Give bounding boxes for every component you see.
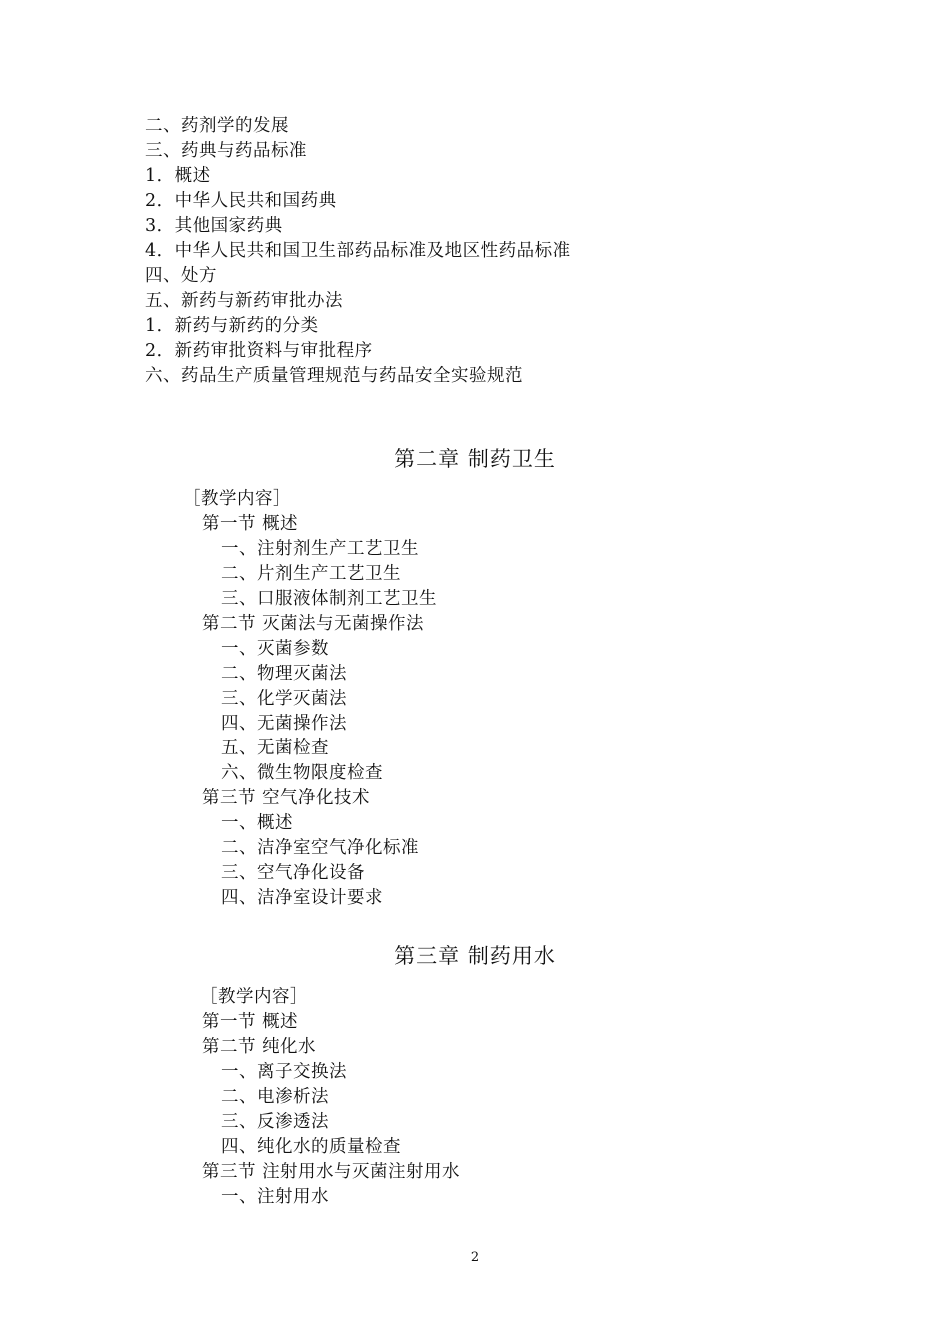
list-item: 一、注射用水	[221, 1187, 329, 1207]
list-item: 三、化学灭菌法	[221, 689, 347, 709]
section-heading: 第三节 注射用水与灭菌注射用水	[202, 1162, 461, 1182]
list-item: 四、洁净室设计要求	[221, 888, 383, 908]
list-item: 一、离子交换法	[221, 1062, 347, 1082]
page-number: 2	[470, 1250, 480, 1265]
list-item: 三、口服液体制剂工艺卫生	[221, 589, 437, 609]
list-item: 四、处方	[145, 266, 217, 286]
list-item: 五、新药与新药审批办法	[145, 291, 343, 311]
list-item: 二、片剂生产工艺卫生	[221, 564, 401, 584]
list-item: 三、药典与药品标准	[145, 141, 307, 161]
list-item: 二、药剂学的发展	[145, 116, 289, 136]
list-item: 六、微生物限度检查	[221, 763, 383, 783]
list-item: 一、灭菌参数	[221, 639, 329, 659]
list-item: 二、物理灭菌法	[221, 664, 347, 684]
content-header: ［教学内容］	[183, 489, 291, 509]
chapter-title: 第三章 制药用水	[394, 944, 556, 968]
section-heading: 第三节 空气净化技术	[202, 788, 371, 808]
section-heading: 第一节 概述	[202, 1012, 299, 1032]
list-item: 三、反渗透法	[221, 1112, 329, 1132]
section-heading: 第二节 纯化水	[202, 1037, 317, 1057]
section-heading: 第一节 概述	[202, 514, 299, 534]
list-item: 二、电渗析法	[221, 1087, 329, 1107]
list-item: 二、洁净室空气净化标准	[221, 838, 419, 858]
list-item: 2．新药审批资料与审批程序	[145, 341, 373, 361]
list-item: 六、药品生产质量管理规范与药品安全实验规范	[145, 366, 523, 386]
list-item: 四、纯化水的质量检查	[221, 1137, 401, 1157]
content-header: ［教学内容］	[200, 987, 308, 1007]
list-item: 2．中华人民共和国药典	[145, 191, 337, 211]
list-item: 一、概述	[221, 813, 293, 833]
section-heading: 第二节 灭菌法与无菌操作法	[202, 614, 425, 634]
list-item: 3．其他国家药典	[145, 216, 283, 236]
list-item: 五、无菌检查	[221, 738, 329, 758]
list-item: 三、空气净化设备	[221, 863, 365, 883]
list-item: 四、无菌操作法	[221, 714, 347, 734]
list-item: 1．概述	[145, 166, 211, 186]
list-item: 一、注射剂生产工艺卫生	[221, 539, 419, 559]
list-item: 1．新药与新药的分类	[145, 316, 319, 336]
chapter-title: 第二章 制药卫生	[394, 447, 556, 471]
list-item: 4．中华人民共和国卫生部药品标准及地区性药品标准	[145, 241, 571, 261]
